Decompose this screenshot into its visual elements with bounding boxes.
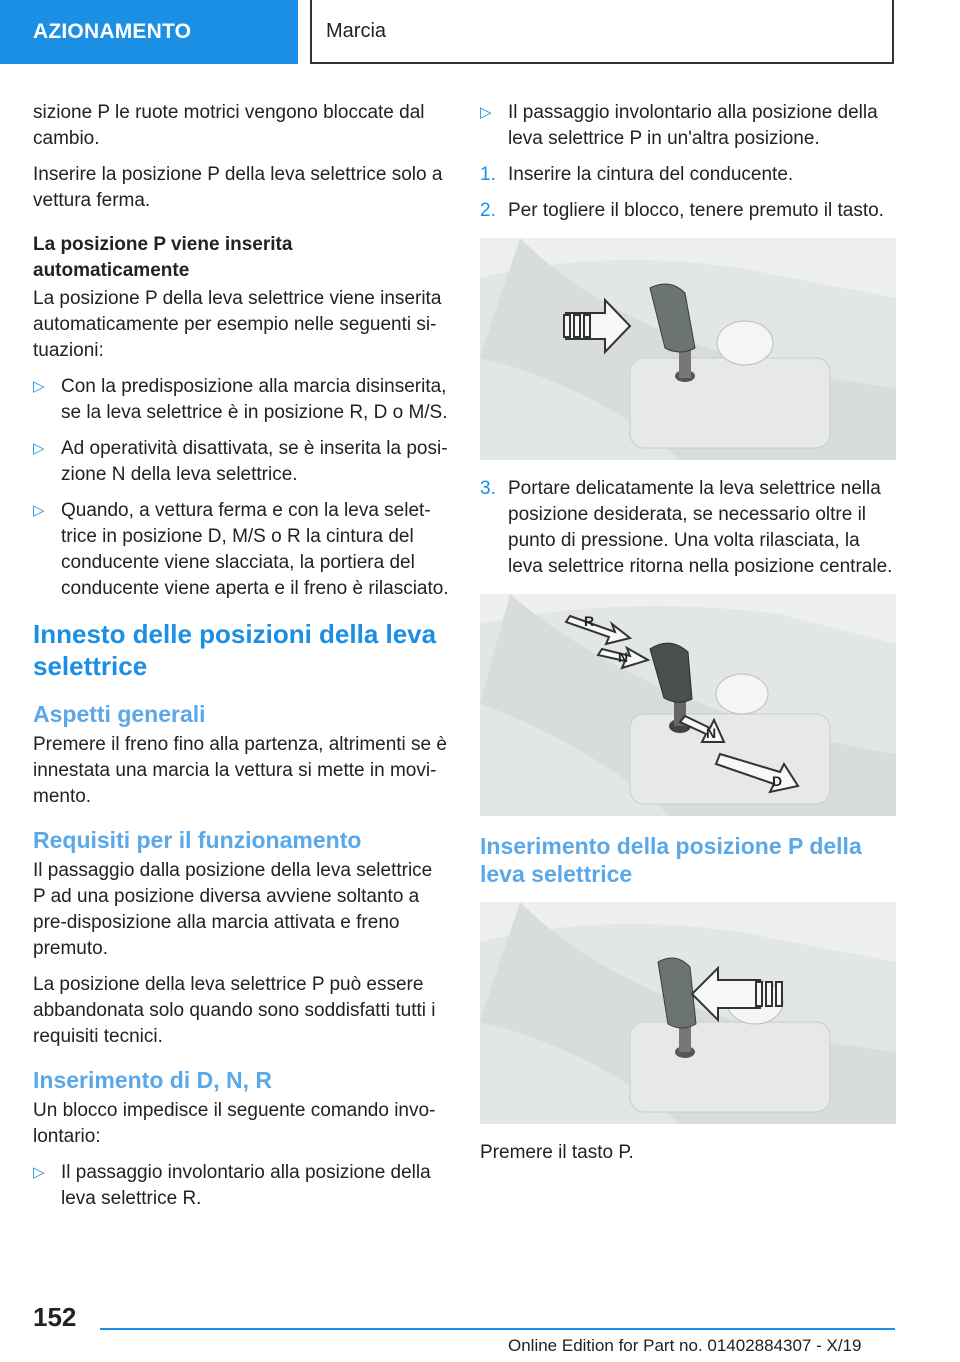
section-title: AZIONAMENTO [33, 20, 192, 43]
paragraph: La posizione P della leva selettrice viene inserita automaticamente per esempio nelle seguenti si-tuazioni: [33, 288, 442, 361]
list-item: ▷ Ad operatività disattivata, se è inserita la posi-zione N della leva selettrice. [33, 438, 448, 485]
position-label: D [772, 773, 783, 789]
paragraph: Il passaggio dalla posizione della leva selettrice P ad una posizione diversa avviene soltanto a pre-disposizione alla marcia attivata e freno premuto. [33, 860, 433, 959]
gear-lever-image [480, 902, 896, 1124]
right-column [480, 100, 896, 1176]
step-item: 3. Portare delicatamente la leva selettrice nella posizione desiderata, se necessario oltre il punto di pressione. Una volta rilasciata, la leva selettrice ritorna nella posizione centrale. [480, 478, 893, 577]
triangle-right-icon: ▷ [33, 1164, 45, 1181]
triangle-right-icon: ▷ [33, 502, 45, 519]
paragraph: La posizione della leva selettrice P può essere abbandonata solo quando sono soddisfatti tutti i requisiti tecnici. [33, 974, 436, 1047]
footer-edition: Online Edition for Part no. 01402884307 - X/19 [508, 1336, 862, 1355]
footer-divider [100, 1328, 895, 1330]
section-heading: Innesto delle posizioni della leva selettrice [33, 619, 437, 681]
figure-caption: Premere il tasto P. [480, 1142, 634, 1163]
chapter-header [310, 0, 894, 64]
list-item: ▷ Il passaggio involontario alla posizione della leva selettrice R. [33, 1162, 431, 1209]
gear-lever-image [480, 594, 896, 816]
page-number: 152 [33, 1302, 77, 1332]
left-column [33, 100, 449, 1222]
subheading: La posizione P viene inserita automaticamente [33, 234, 293, 281]
position-label: R [584, 613, 595, 629]
chapter-title: Marcia [326, 19, 387, 42]
subsection-heading: Inserimento della posizione P della leva selettrice [480, 833, 862, 887]
step-list [480, 162, 896, 224]
paragraph: Premere il freno fino alla partenza, altrimenti se è innestata una marcia la vettura si mette in movi-mento. [33, 734, 447, 807]
gear-lever-image [480, 238, 896, 460]
gear-lever-illustration-unlock [480, 238, 896, 460]
list-item: ▷ Il passaggio involontario alla posizione della leva selettrice P in un'altra posizione. [480, 102, 878, 149]
bullet-list [33, 374, 449, 602]
list-item: ▷ Quando, a vettura ferma e con la leva selet-trice in posizione D, M/S o R la cintura del conducente viene slacciata, la portiera del conducente viene aperta e il freno è rilasciato. [33, 500, 449, 599]
subsection-heading: Requisiti per il funzionamento [33, 827, 362, 853]
paragraph: Inserire la posizione P della leva selettrice solo a vettura ferma. [33, 164, 443, 211]
position-label: N [706, 725, 717, 741]
gear-lever-illustration-park [480, 902, 896, 1124]
position-label: N [618, 649, 629, 665]
subsection-heading: Inserimento di D, N, R [33, 1067, 272, 1093]
section-tab [0, 0, 298, 64]
bullet-list [33, 1160, 449, 1212]
triangle-right-icon: ▷ [33, 378, 45, 395]
triangle-right-icon: ▷ [480, 104, 492, 121]
step-item: 2. Per togliere il blocco, tenere premuto il tasto. [480, 200, 884, 221]
triangle-right-icon: ▷ [33, 440, 45, 457]
paragraph: Un blocco impedisce il seguente comando invo-lontario: [33, 1100, 436, 1147]
bullet-list [480, 100, 896, 152]
step-item: 1. Inserire la cintura del conducente. [480, 164, 794, 185]
paragraph: sizione P le ruote motrici vengono bloccate dal cambio. [33, 102, 425, 149]
subsection-heading: Aspetti generali [33, 701, 206, 727]
list-item: ▷ Con la predisposizione alla marcia disinserita, se la leva selettrice è in posizione R, D o M/S. [33, 376, 448, 423]
gear-lever-illustration-positions [480, 594, 896, 816]
step-list [480, 476, 896, 580]
